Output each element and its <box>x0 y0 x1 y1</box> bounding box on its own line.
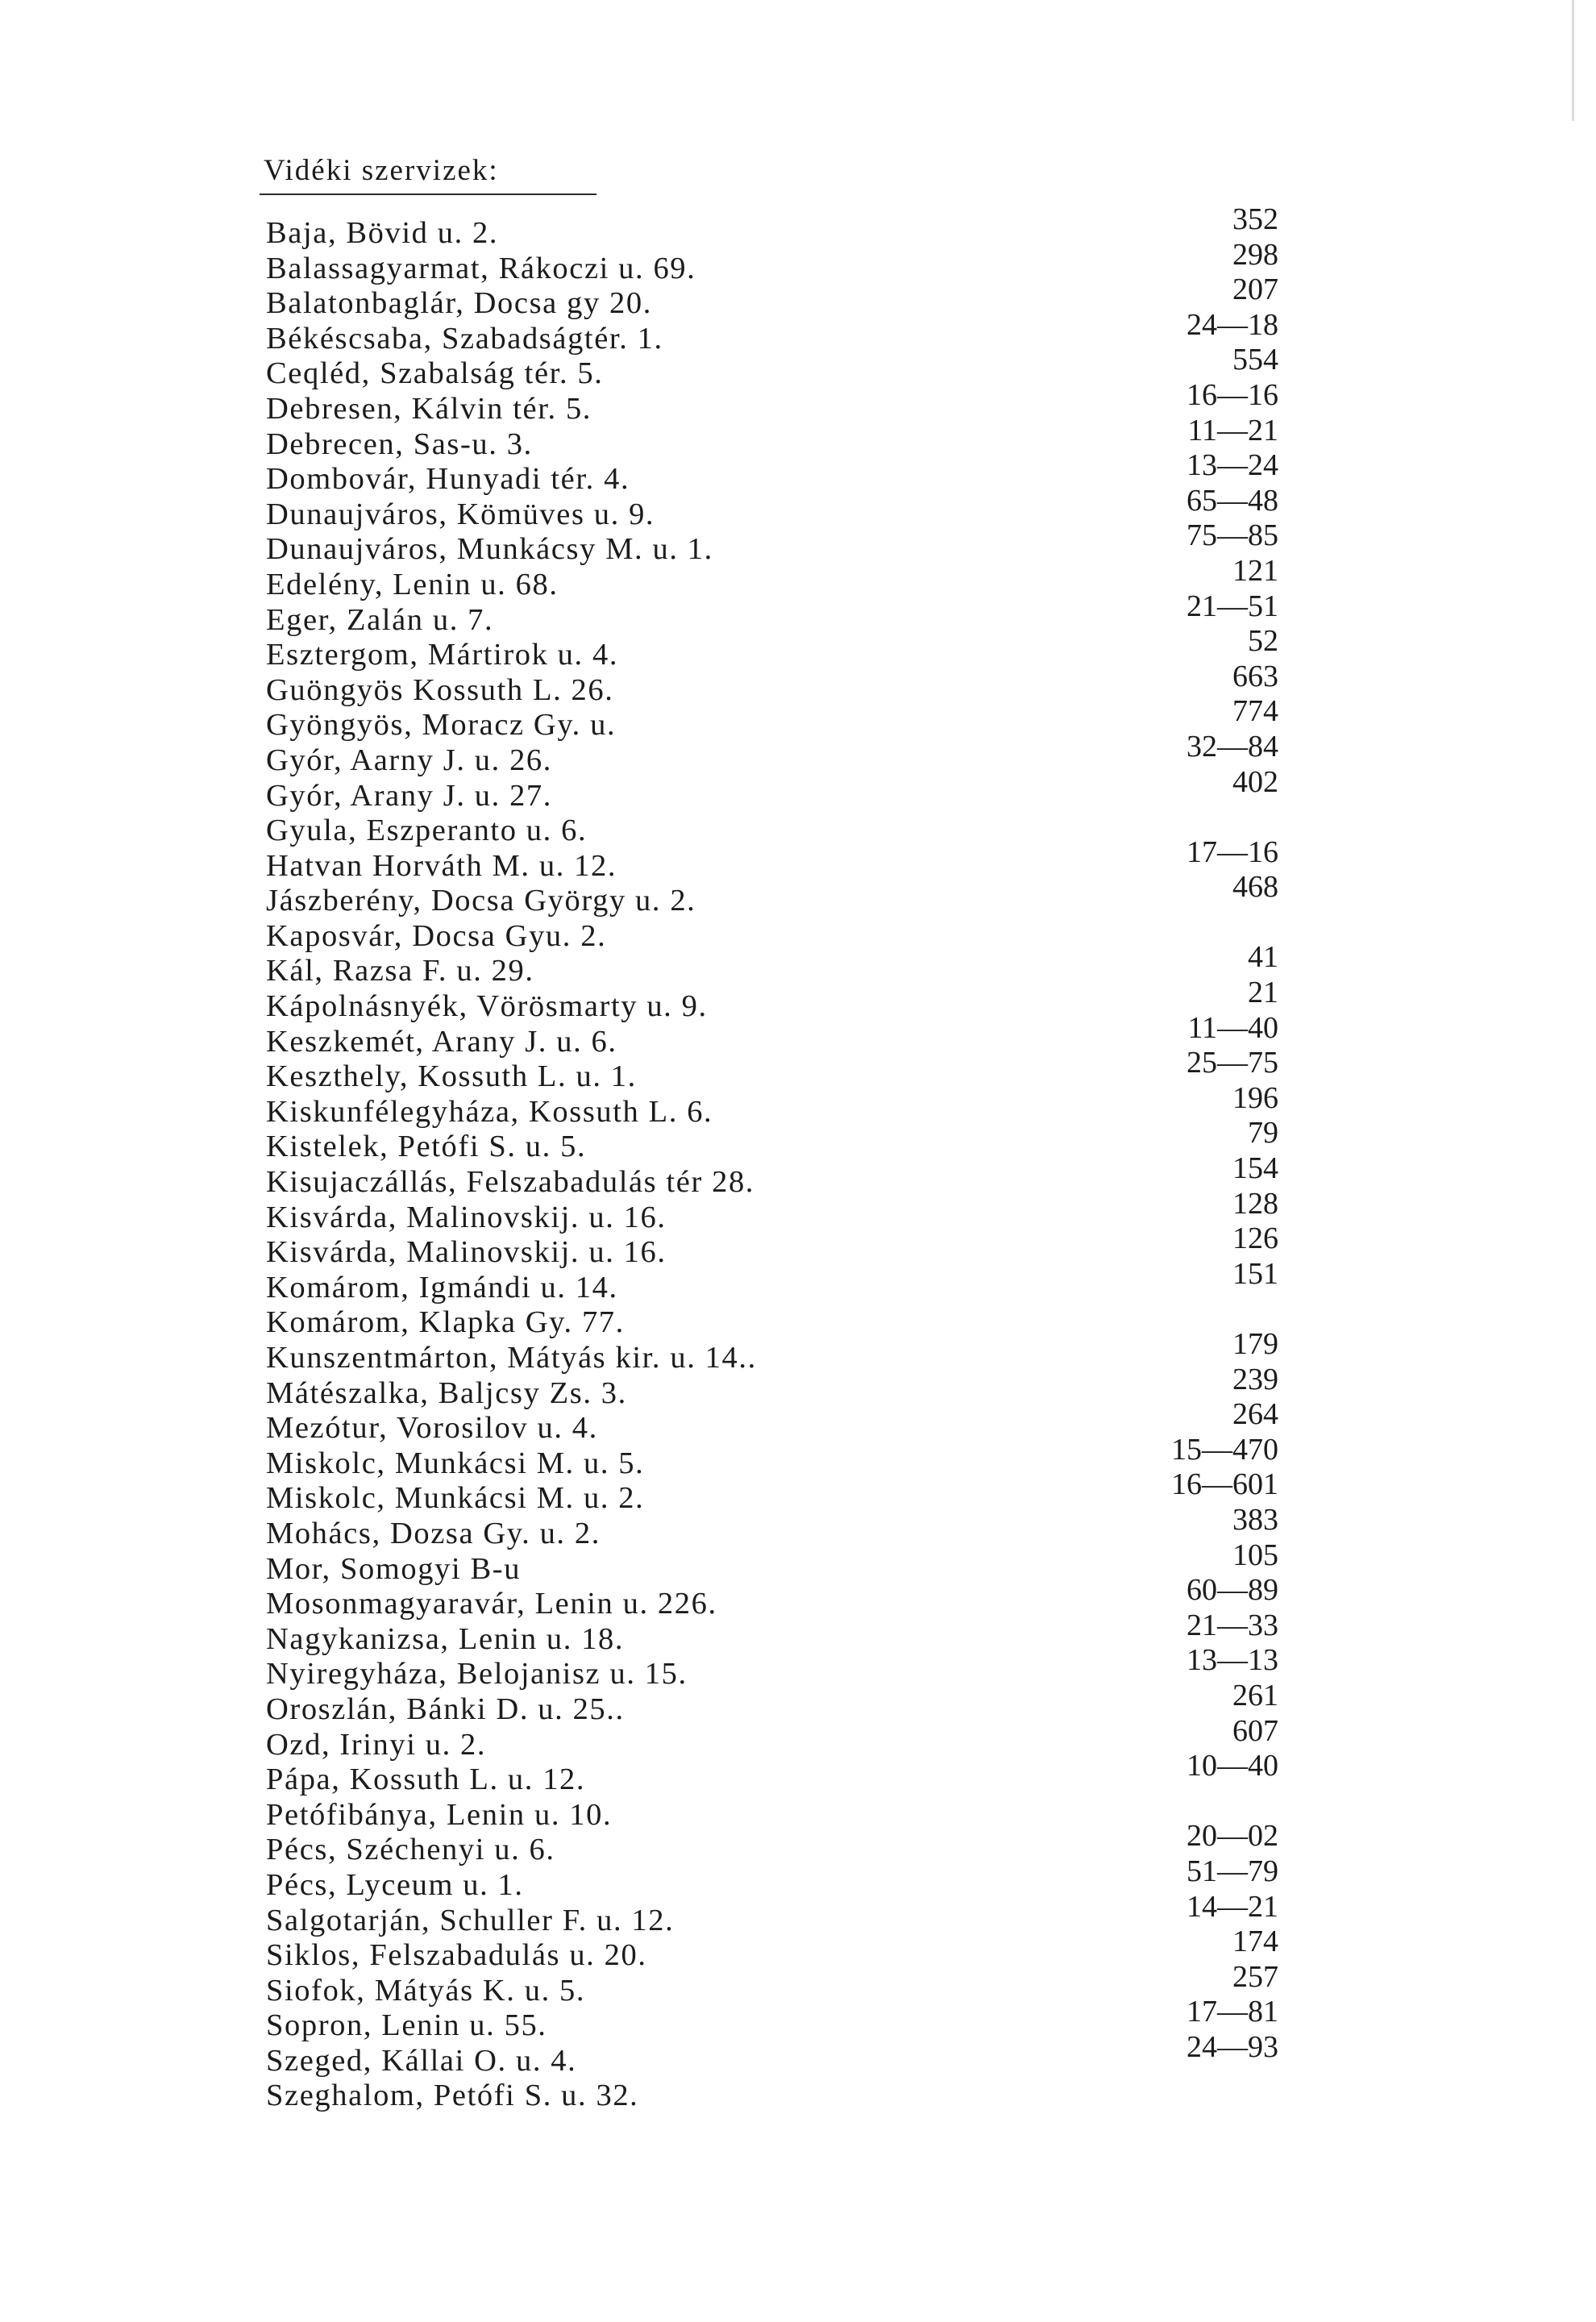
phone-number: 13—24 <box>1187 448 1278 483</box>
address-entry: Kál, Razsa F. u. 29. <box>266 954 534 988</box>
phone-number: 126 <box>1232 1221 1278 1256</box>
address-entry: Dunaujváros, Kömüves u. 9. <box>266 497 655 531</box>
phone-number <box>1109 1292 1278 1327</box>
address-entry: Sopron, Lenin u. 55. <box>266 2008 547 2043</box>
address-entry: Kunszentmárton, Mátyás kir. u. 14.. <box>266 1341 757 1375</box>
phone-number: 174 <box>1232 1925 1278 1959</box>
phone-number: 41 <box>1248 940 1278 975</box>
address-entry: Salgotarján, Schuller F. u. 12. <box>266 1903 675 1937</box>
phone-number: 663 <box>1232 659 1278 693</box>
phone-number: 10—40 <box>1187 1749 1278 1783</box>
phone-number: 14—21 <box>1187 1889 1278 1924</box>
address-entry: Dunaujváros, Munkácsy M. u. 1. <box>266 532 713 567</box>
phone-number: 105 <box>1232 1538 1278 1572</box>
address-entry: Ozd, Irinyi u. 2. <box>266 1727 487 1762</box>
address-entry: Szeged, Kállai O. u. 4. <box>266 2043 577 2078</box>
address-entry: Kisvárda, Malinovskij. u. 16. <box>266 1235 667 1270</box>
phone-number <box>1109 1784 1278 1820</box>
phone-number: 179 <box>1232 1327 1278 1361</box>
address-entry: Siofok, Mátyás K. u. 5. <box>266 1973 586 2008</box>
address-entry: Mátészalka, Baljcsy Zs. 3. <box>266 1375 627 1410</box>
phone-number <box>1109 905 1278 941</box>
phone-number: 607 <box>1232 1713 1278 1748</box>
address-entry: Debrecen, Sas-u. 3. <box>266 427 533 461</box>
phone-number: 257 <box>1232 1959 1278 1994</box>
address-entry: Petófibánya, Lenin u. 10. <box>266 1797 613 1832</box>
address-entry: Gyór, Aarny J. u. 26. <box>266 743 553 777</box>
address-entry: Kiskunfélegyháza, Kossuth L. 6. <box>266 1094 713 1129</box>
phone-number: 154 <box>1232 1151 1278 1186</box>
address-entry: Békéscsaba, Szabadságtér. 1. <box>266 321 663 356</box>
phone-number: 16—16 <box>1187 377 1278 412</box>
phone-number: 17—16 <box>1187 834 1278 869</box>
address-entry: Pécs, Széchenyi u. 6. <box>266 1833 555 1867</box>
phone-number: 24—18 <box>1187 307 1278 342</box>
phone-number: 11—21 <box>1187 413 1278 447</box>
scan-edge-mark <box>1572 0 1574 121</box>
address-entry: Miskolc, Munkácsi M. u. 5. <box>266 1446 645 1480</box>
address-entry: Mosonmagyaravár, Lenin u. 226. <box>266 1587 717 1621</box>
phone-number <box>1109 800 1278 835</box>
phone-number: 468 <box>1232 870 1278 905</box>
address-entry: Komárom, Igmándi u. 14. <box>266 1270 618 1305</box>
address-entry: Jászberény, Docsa György u. 2. <box>266 884 696 918</box>
phone-number: 75—85 <box>1187 518 1278 553</box>
phone-number: 15—470 <box>1171 1432 1278 1467</box>
phone-number: 11—40 <box>1187 1010 1278 1045</box>
address-entry: Miskolc, Munkácsi M. u. 2. <box>266 1481 645 1516</box>
phone-number: 21—33 <box>1187 1608 1278 1642</box>
phone-number: 554 <box>1232 343 1278 377</box>
address-entry: Pápa, Kossuth L. u. 12. <box>266 1762 586 1797</box>
address-entry: Kistelek, Petófi S. u. 5. <box>266 1130 587 1164</box>
address-entry: Balatonbaglár, Docsa gy 20. <box>266 286 652 321</box>
address-entry: Guöngyös Kossuth L. 26. <box>266 672 614 707</box>
address-entry: Keszthely, Kossuth L. u. 1. <box>266 1059 637 1094</box>
phone-number: 298 <box>1232 237 1278 272</box>
address-entry: Keszkemét, Arany J. u. 6. <box>266 1024 617 1059</box>
phone-number: 60—89 <box>1187 1573 1278 1608</box>
service-address-list <box>266 216 757 2114</box>
phone-number: 261 <box>1232 1678 1278 1712</box>
phone-number: 24—93 <box>1187 2029 1278 2064</box>
phone-number: 13—13 <box>1187 1643 1278 1678</box>
address-entry: Nyiregyháza, Belojanisz u. 15. <box>266 1657 688 1692</box>
address-entry: Mor, Somogyi B-u <box>266 1551 522 1586</box>
address-entry: Eger, Zalán u. 7. <box>266 602 494 637</box>
address-entry: Gyula, Eszperanto u. 6. <box>266 814 588 848</box>
phone-number: 196 <box>1232 1080 1278 1115</box>
address-entry: Pécs, Lyceum u. 1. <box>266 1867 524 1902</box>
address-entry: Edelény, Lenin u. 68. <box>266 567 559 601</box>
address-entry: Kisujaczállás, Felszabadulás tér 28. <box>266 1165 755 1200</box>
address-entry: Dombovár, Hunyadi tér. 4. <box>266 462 630 497</box>
address-entry: Esztergom, Mártirok u. 4. <box>266 638 619 672</box>
address-entry: Baja, Bövid u. 2. <box>266 216 499 250</box>
phone-number: 17—81 <box>1187 1995 1278 2029</box>
address-entry: Mezótur, Vorosilov u. 4. <box>266 1411 598 1446</box>
phone-number: 32—84 <box>1187 729 1278 764</box>
phone-number-column <box>1109 202 1278 2065</box>
phone-number: 151 <box>1232 1256 1278 1291</box>
phone-number: 402 <box>1232 764 1278 799</box>
address-entry: Szeghalom, Petófi S. u. 32. <box>266 2079 639 2113</box>
phone-number: 20—02 <box>1187 1819 1278 1854</box>
address-entry: Mohács, Dozsa Gy. u. 2. <box>266 1516 601 1550</box>
phone-number: 239 <box>1232 1362 1278 1396</box>
page-heading: Vidéki szervizek: <box>264 154 499 187</box>
phone-number: 121 <box>1232 553 1278 588</box>
address-entry: Kápolnásnyék, Vörösmarty u. 9. <box>266 989 708 1024</box>
phone-number: 352 <box>1232 202 1278 236</box>
phone-number: 65—48 <box>1187 483 1278 518</box>
phone-number: 16—601 <box>1171 1467 1278 1502</box>
phone-number: 207 <box>1232 273 1278 307</box>
address-entry: Oroszlán, Bánki D. u. 25.. <box>266 1692 625 1726</box>
phone-number: 21—51 <box>1187 589 1278 623</box>
phone-number: 21 <box>1248 976 1278 1010</box>
phone-number: 128 <box>1232 1186 1278 1221</box>
address-entry: Gyór, Arany J. u. 27. <box>266 778 553 813</box>
phone-number: 52 <box>1248 624 1278 659</box>
address-entry: Hatvan Horváth M. u. 12. <box>266 848 617 883</box>
address-entry: Ceqléd, Szabalság tér. 5. <box>266 356 604 391</box>
address-entry: Debresen, Kálvin tér. 5. <box>266 391 592 426</box>
phone-number: 79 <box>1248 1116 1278 1151</box>
phone-number: 51—79 <box>1187 1854 1278 1888</box>
address-entry: Balassagyarmat, Rákoczi u. 69. <box>266 251 696 285</box>
phone-number: 264 <box>1232 1397 1278 1432</box>
heading-underline <box>260 194 596 195</box>
phone-number: 25—75 <box>1187 1046 1278 1080</box>
address-entry: Gyöngyös, Moracz Gy. u. <box>266 708 617 743</box>
phone-number: 383 <box>1232 1502 1278 1537</box>
address-entry: Komárom, Klapka Gy. 77. <box>266 1305 625 1340</box>
address-entry: Siklos, Felszabadulás u. 20. <box>266 1938 647 1973</box>
address-entry: Kisvárda, Malinovskij. u. 16. <box>266 1200 667 1234</box>
address-entry: Kaposvár, Docsa Gyu. 2. <box>266 918 607 953</box>
phone-number: 774 <box>1232 694 1278 729</box>
address-entry: Nagykanizsa, Lenin u. 18. <box>266 1621 625 1656</box>
